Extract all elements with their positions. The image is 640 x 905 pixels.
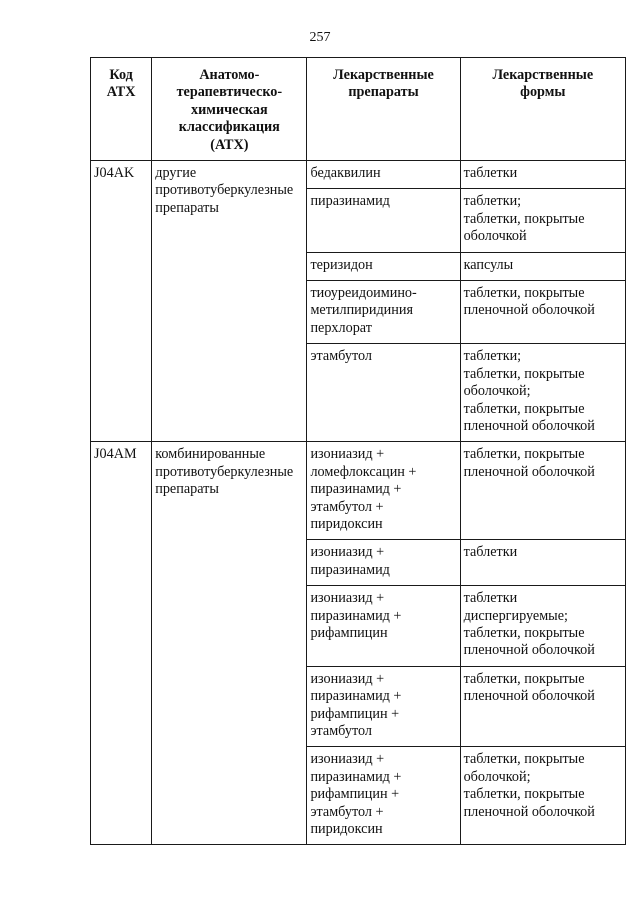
table-row: [91, 442, 626, 540]
drug-name: изониазид + пиразинамид + рифампицин + этамбутол: [307, 666, 460, 747]
atx-code: J04AM: [91, 442, 152, 845]
drug-name: изониазид + ломефлоксацин + пиразинамид + этамбутол + пиридоксин: [307, 442, 460, 540]
dosage-form: капсулы: [460, 252, 625, 280]
header-code: Код АТХ: [91, 58, 152, 161]
atx-classification: комбинированные противотуберкулезные препараты: [152, 442, 307, 845]
drug-name: изониазид + пиразинамид + рифампицин + этамбутол + пиридоксин: [307, 747, 460, 845]
drug-name: пиразинамид: [307, 189, 460, 252]
dosage-form: таблетки, покрытые пленочной оболочкой: [460, 666, 625, 747]
drug-name: изониазид + пиразинамид + рифампицин: [307, 586, 460, 667]
dosage-form: таблетки, покрытые пленочной оболочкой: [460, 281, 625, 344]
atx-code: J04AK: [91, 161, 152, 442]
drug-name: этамбутол: [307, 344, 460, 442]
header-forms: Лекарственные формы: [460, 58, 625, 161]
dosage-form: таблетки; таблетки, покрытые оболочкой; таблетки, покрытые пленочной оболочкой: [460, 344, 625, 442]
atx-drug-table: [90, 57, 626, 845]
table-header-row: [91, 58, 626, 161]
drug-name: бедаквилин: [307, 161, 460, 189]
drug-name: тиоуреидоимино- метилпиридиния перхлорат: [307, 281, 460, 344]
table-row: [91, 161, 626, 189]
dosage-form: таблетки; таблетки, покрытые оболочкой: [460, 189, 625, 252]
drug-name: теризидон: [307, 252, 460, 280]
header-drugs: Лекарственные препараты: [307, 58, 460, 161]
page-number: 257: [309, 30, 331, 45]
drug-name: изониазид + пиразинамид: [307, 540, 460, 586]
atx-classification: другие противотуберкулезные препараты: [152, 161, 307, 442]
header-classification: Анатомо- терапевтическо- химическая классификация (АТХ): [152, 58, 307, 161]
dosage-form: таблетки: [460, 540, 625, 586]
dosage-form: таблетки: [460, 161, 625, 189]
dosage-form: таблетки диспергируемые; таблетки, покрытые пленочной оболочкой: [460, 586, 625, 667]
dosage-form: таблетки, покрытые пленочной оболочкой: [460, 442, 625, 540]
dosage-form: таблетки, покрытые оболочкой; таблетки, покрытые пленочной оболочкой: [460, 747, 625, 845]
